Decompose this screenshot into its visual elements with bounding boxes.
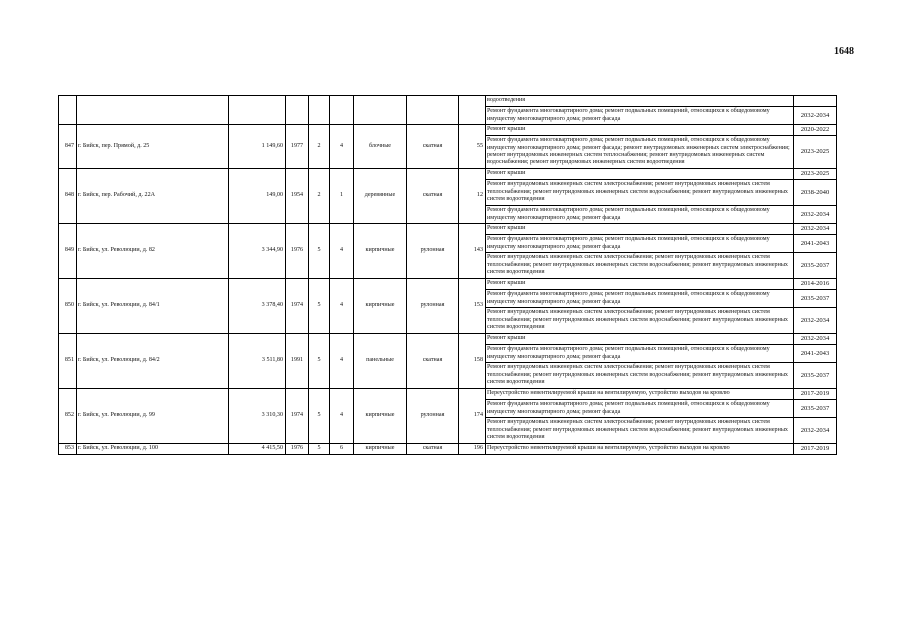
work-description: Ремонт фундамента многоквартирного дома; ремонт подвальных помещений, относящихся к общедомовому имуществу многоквартирного дома; ремонт фасада; ремонт внутридомовых инженерных систем электроснабжения; ремонт внутридомовых инженерных систем теплоснабжения; ремонт внутридомовых инженерных систем водоснабжения; ремонт внутридомовых инженерных систем водоотведения bbox=[486, 136, 794, 169]
entrances-count: 4 bbox=[330, 125, 354, 169]
work-period: 2032-2034 bbox=[794, 224, 837, 235]
wall-material: блочные bbox=[354, 125, 407, 169]
roof-type: рулонная bbox=[407, 224, 459, 279]
work-period: 2041-2043 bbox=[794, 235, 837, 253]
wall-material: кирпичные bbox=[354, 224, 407, 279]
roof-type: скатная bbox=[407, 444, 459, 455]
work-description: Ремонт крыши bbox=[486, 279, 794, 290]
floors-count: 5 bbox=[309, 224, 330, 279]
floors-count: 5 bbox=[309, 279, 330, 334]
work-description: Ремонт фундамента многоквартирного дома; ремонт подвальных помещений, относящихся к общедомовому имуществу многоквартирного дома; ремонт фасада bbox=[486, 290, 794, 308]
work-period: 2014-2016 bbox=[794, 279, 837, 290]
work-description: Ремонт фундамента многоквартирного дома; ремонт подвальных помещений, относящихся к общедомовому имуществу многоквартирного дома; ремонт фасада bbox=[486, 345, 794, 363]
building-area: 1 149,60 bbox=[229, 125, 286, 169]
work-period: 2035-2037 bbox=[794, 290, 837, 308]
building-address: г. Бийск, ул. Революции, д. 84/1 bbox=[77, 279, 229, 334]
empty-cell-num bbox=[59, 96, 77, 125]
empty-cell-address bbox=[77, 96, 229, 125]
work-period: 2023-2025 bbox=[794, 169, 837, 180]
work-period: 2017-2019 bbox=[794, 389, 837, 400]
row-number: 849 bbox=[59, 224, 77, 279]
work-description: Ремонт крыши bbox=[486, 224, 794, 235]
work-description: Ремонт внутридомовых инженерных систем электроснабжения; ремонт внутридомовых инженерных систем теплоснабжения; ремонт внутридомовых инженерных систем водоснабжения; ремонт внутридомовых инженерных систем водоотведения bbox=[486, 418, 794, 444]
work-description: Ремонт крыши bbox=[486, 169, 794, 180]
empty-cell-year bbox=[286, 96, 309, 125]
work-description: Переустройство невентилируемой крыши на вентилируемую, устройство выходов на кровлю bbox=[486, 444, 794, 455]
floors-count: 5 bbox=[309, 334, 330, 389]
row-number: 852 bbox=[59, 389, 77, 444]
work-description: Ремонт внутридомовых инженерных систем электроснабжения; ремонт внутридомовых инженерных систем теплоснабжения; ремонт внутридомовых инженерных систем водоснабжения; ремонт внутридомовых инженерных систем водоотведения bbox=[486, 180, 794, 206]
work-description: Ремонт крыши bbox=[486, 125, 794, 136]
row-number: 847 bbox=[59, 125, 77, 169]
entrances-count: 4 bbox=[330, 224, 354, 279]
wall-material: панельные bbox=[354, 334, 407, 389]
work-period: 2032-2034 bbox=[794, 206, 837, 224]
building-address: г. Бийск, пер. Прямой, д. 25 bbox=[77, 125, 229, 169]
work-description: Ремонт крыши bbox=[486, 334, 794, 345]
work-period: 2032-2034 bbox=[794, 308, 837, 334]
entrances-count: 6 bbox=[330, 444, 354, 455]
build-year: 1991 bbox=[286, 334, 309, 389]
building-area: 3 511,80 bbox=[229, 334, 286, 389]
empty-cell-roof bbox=[407, 96, 459, 125]
work-period: 2038-2040 bbox=[794, 180, 837, 206]
wall-material: деревянные bbox=[354, 169, 407, 224]
floors-count: 5 bbox=[309, 444, 330, 455]
work-period: 2032-2034 bbox=[794, 334, 837, 345]
build-year: 1954 bbox=[286, 169, 309, 224]
wall-material: кирпичные bbox=[354, 389, 407, 444]
work-period: 2035-2037 bbox=[794, 363, 837, 389]
building-area: 3 344,90 bbox=[229, 224, 286, 279]
wall-material: кирпичные bbox=[354, 444, 407, 455]
work-description: Ремонт внутридомовых инженерных систем электроснабжения; ремонт внутридомовых инженерных систем теплоснабжения; ремонт внутридомовых инженерных систем водоснабжения; ремонт внутридомовых инженерных систем водоотведения bbox=[486, 253, 794, 279]
apartments-count: 196 bbox=[459, 444, 486, 455]
work-description: Ремонт внутридомовых инженерных систем электроснабжения; ремонт внутридомовых инженерных систем теплоснабжения; ремонт внутридомовых инженерных систем водоснабжения; ремонт внутридомовых инженерных систем водоотведения bbox=[486, 363, 794, 389]
roof-type: скатная bbox=[407, 169, 459, 224]
table-row bbox=[59, 334, 837, 345]
apartments-count: 143 bbox=[459, 224, 486, 279]
floors-count: 2 bbox=[309, 125, 330, 169]
work-description: водоотведения bbox=[486, 96, 794, 107]
table-body bbox=[59, 96, 837, 455]
entrances-count: 1 bbox=[330, 169, 354, 224]
roof-type: скатная bbox=[407, 125, 459, 169]
row-number: 853 bbox=[59, 444, 77, 455]
work-period: 2023-2025 bbox=[794, 136, 837, 169]
build-year: 1976 bbox=[286, 224, 309, 279]
build-year: 1974 bbox=[286, 279, 309, 334]
building-address: г. Бийск, пер. Рабочий, д. 22А bbox=[77, 169, 229, 224]
entrances-count: 4 bbox=[330, 389, 354, 444]
empty-cell-apartments bbox=[459, 96, 486, 125]
work-period: 2035-2037 bbox=[794, 253, 837, 279]
build-year: 1976 bbox=[286, 444, 309, 455]
work-description: Ремонт фундамента многоквартирного дома; ремонт подвальных помещений, относящихся к общедомовому имуществу многоквартирного дома; ремонт фасада bbox=[486, 235, 794, 253]
building-address: г. Бийск, ул. Революции, д. 100 bbox=[77, 444, 229, 455]
empty-cell-walls bbox=[354, 96, 407, 125]
table-row bbox=[59, 224, 837, 235]
work-period: 2032-2034 bbox=[794, 107, 837, 125]
building-area: 3 378,40 bbox=[229, 279, 286, 334]
empty-cell-entrances bbox=[330, 96, 354, 125]
row-number: 848 bbox=[59, 169, 77, 224]
work-description: Ремонт фундамента многоквартирного дома; ремонт подвальных помещений, относящихся к общедомовому имуществу многоквартирного дома; ремонт фасада bbox=[486, 400, 794, 418]
entrances-count: 4 bbox=[330, 334, 354, 389]
apartments-count: 174 bbox=[459, 389, 486, 444]
work-description: Ремонт внутридомовых инженерных систем электроснабжения; ремонт внутридомовых инженерных систем теплоснабжения; ремонт внутридомовых инженерных систем водоснабжения; ремонт внутридомовых инженерных систем водоотведения bbox=[486, 308, 794, 334]
work-description: Ремонт фундамента многоквартирного дома; ремонт подвальных помещений, относящихся к общедомовому имуществу многоквартирного дома; ремонт фасада bbox=[486, 206, 794, 224]
work-period bbox=[794, 96, 837, 107]
roof-type: скатная bbox=[407, 334, 459, 389]
building-area: 3 310,30 bbox=[229, 389, 286, 444]
apartments-count: 55 bbox=[459, 125, 486, 169]
building-address: г. Бийск, ул. Революции, д. 99 bbox=[77, 389, 229, 444]
table-row bbox=[59, 279, 837, 290]
table-row bbox=[59, 125, 837, 136]
building-area: 149,00 bbox=[229, 169, 286, 224]
floors-count: 5 bbox=[309, 389, 330, 444]
work-period: 2032-2034 bbox=[794, 418, 837, 444]
work-period: 2035-2037 bbox=[794, 400, 837, 418]
empty-cell-area bbox=[229, 96, 286, 125]
floors-count: 2 bbox=[309, 169, 330, 224]
page-number: 1648 bbox=[834, 46, 854, 57]
build-year: 1977 bbox=[286, 125, 309, 169]
building-address: г. Бийск, ул. Революции, д. 84/2 bbox=[77, 334, 229, 389]
row-number: 851 bbox=[59, 334, 77, 389]
capital-repair-table bbox=[58, 95, 837, 455]
row-number: 850 bbox=[59, 279, 77, 334]
roof-type: рулонная bbox=[407, 389, 459, 444]
apartments-count: 153 bbox=[459, 279, 486, 334]
roof-type: рулонная bbox=[407, 279, 459, 334]
building-address: г. Бийск, ул. Революции, д. 82 bbox=[77, 224, 229, 279]
wall-material: кирпичные bbox=[354, 279, 407, 334]
table-row bbox=[59, 444, 837, 455]
empty-cell-floors bbox=[309, 96, 330, 125]
work-period: 2020-2022 bbox=[794, 125, 837, 136]
entrances-count: 4 bbox=[330, 279, 354, 334]
building-area: 4 415,50 bbox=[229, 444, 286, 455]
table-row bbox=[59, 389, 837, 400]
apartments-count: 12 bbox=[459, 169, 486, 224]
work-description: Переустройство невентилируемой крыши на вентилируемую, устройство выходов на кровлю bbox=[486, 389, 794, 400]
table-row bbox=[59, 96, 837, 107]
build-year: 1974 bbox=[286, 389, 309, 444]
work-description: Ремонт фундамента многоквартирного дома; ремонт подвальных помещений, относящихся к общедомовому имуществу многоквартирного дома; ремонт фасада bbox=[486, 107, 794, 125]
table-row bbox=[59, 169, 837, 180]
work-period: 2041-2043 bbox=[794, 345, 837, 363]
work-period: 2017-2019 bbox=[794, 444, 837, 455]
apartments-count: 158 bbox=[459, 334, 486, 389]
